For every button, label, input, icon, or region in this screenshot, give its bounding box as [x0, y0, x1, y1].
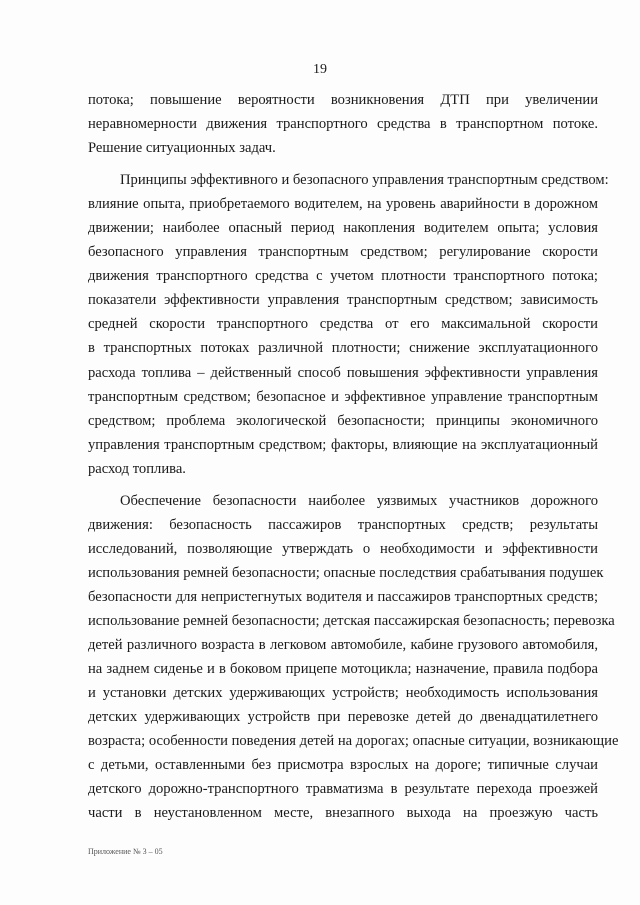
text-line: транспортным средством; безопасное и эффективное управление транспортным: [88, 388, 598, 405]
text-line: движения: безопасность пассажиров транспортных средств; результаты: [88, 516, 598, 533]
text-line: детей различного возраста в легковом автомобиле, кабине грузового автомобиля,: [88, 637, 598, 654]
text-line: неравномерности движения транспортного средства в транспортном потоке.: [88, 116, 598, 133]
text-line: влияние опыта, приобретаемого водителем, на уровень аварийности в дорожном: [88, 196, 598, 213]
text-line: использование ремней безопасности; детская пассажирская безопасность; перевозка: [88, 612, 615, 629]
text-line: детских удерживающих устройств при перевозке детей до двенадцатилетнего: [88, 709, 598, 726]
text-line: исследований, позволяющие утверждать о необходимости и эффективности: [88, 540, 598, 557]
text-line: части в неустановленном месте, внезапного выхода на проезжую часть: [88, 805, 598, 822]
text-line: в транспортных потоках различной плотности; снижение эксплуатационного: [88, 340, 598, 357]
body-text: [88, 88, 619, 825]
text-line: использования ремней безопасности; опасные последствия срабатывания подушек: [88, 564, 604, 581]
text-line: с детьми, оставленными без присмотра взрослых на дороге; типичные случаи: [88, 757, 598, 774]
text-line: средней скорости транспортного средства от его максимальной скорости: [88, 316, 598, 333]
paragraph-1: [88, 88, 598, 160]
text-line: возраста; особенности поведения детей на дорогах; опасные ситуации, возникающие: [88, 733, 619, 750]
paragraph-3: [88, 489, 619, 826]
text-line: на заднем сиденье и в боковом прицепе мотоцикла; назначение, правила подбора: [88, 661, 598, 678]
footer-note: Приложение № 3 – 05: [88, 847, 163, 856]
text-line: детского дорожно-транспортного травматизма в результате перехода проезжей: [88, 781, 598, 798]
text-line: потока; повышение вероятности возникновения ДТП при увеличении: [88, 92, 598, 108]
text-line: и установки детских удерживающих устройств; необходимость использования: [88, 685, 598, 702]
text-line: Обеспечение безопасности наиболее уязвимых участников дорожного: [120, 492, 598, 509]
text-line: средством; проблема экологической безопасности; принципы экономичного: [88, 412, 598, 429]
text-line: расхода топлива – действенный способ повышения эффективности управления: [88, 364, 598, 381]
text-line: движения транспортного средства с учетом плотности транспортного потока;: [88, 268, 598, 285]
text-line: безопасного управления транспортным средством; регулирование скорости: [88, 244, 598, 261]
text-line: безопасности для непристегнутых водителя и пассажиров транспортных средств;: [88, 588, 598, 605]
page-number: 19: [313, 62, 327, 77]
paragraph-2: [88, 168, 609, 481]
text-line: Принципы эффективного и безопасного управления транспортным средством:: [120, 172, 609, 189]
text-line: показатели эффективности управления транспортным средством; зависимость: [88, 292, 598, 309]
text-line: расход топлива.: [88, 460, 186, 477]
text-line: движении; наиболее опасный период накопления водителем опыта; условия: [88, 220, 598, 237]
text-line: Решение ситуационных задач.: [88, 140, 276, 157]
text-line: управления транспортным средством; факторы, влияющие на эксплуатационный: [88, 436, 598, 453]
